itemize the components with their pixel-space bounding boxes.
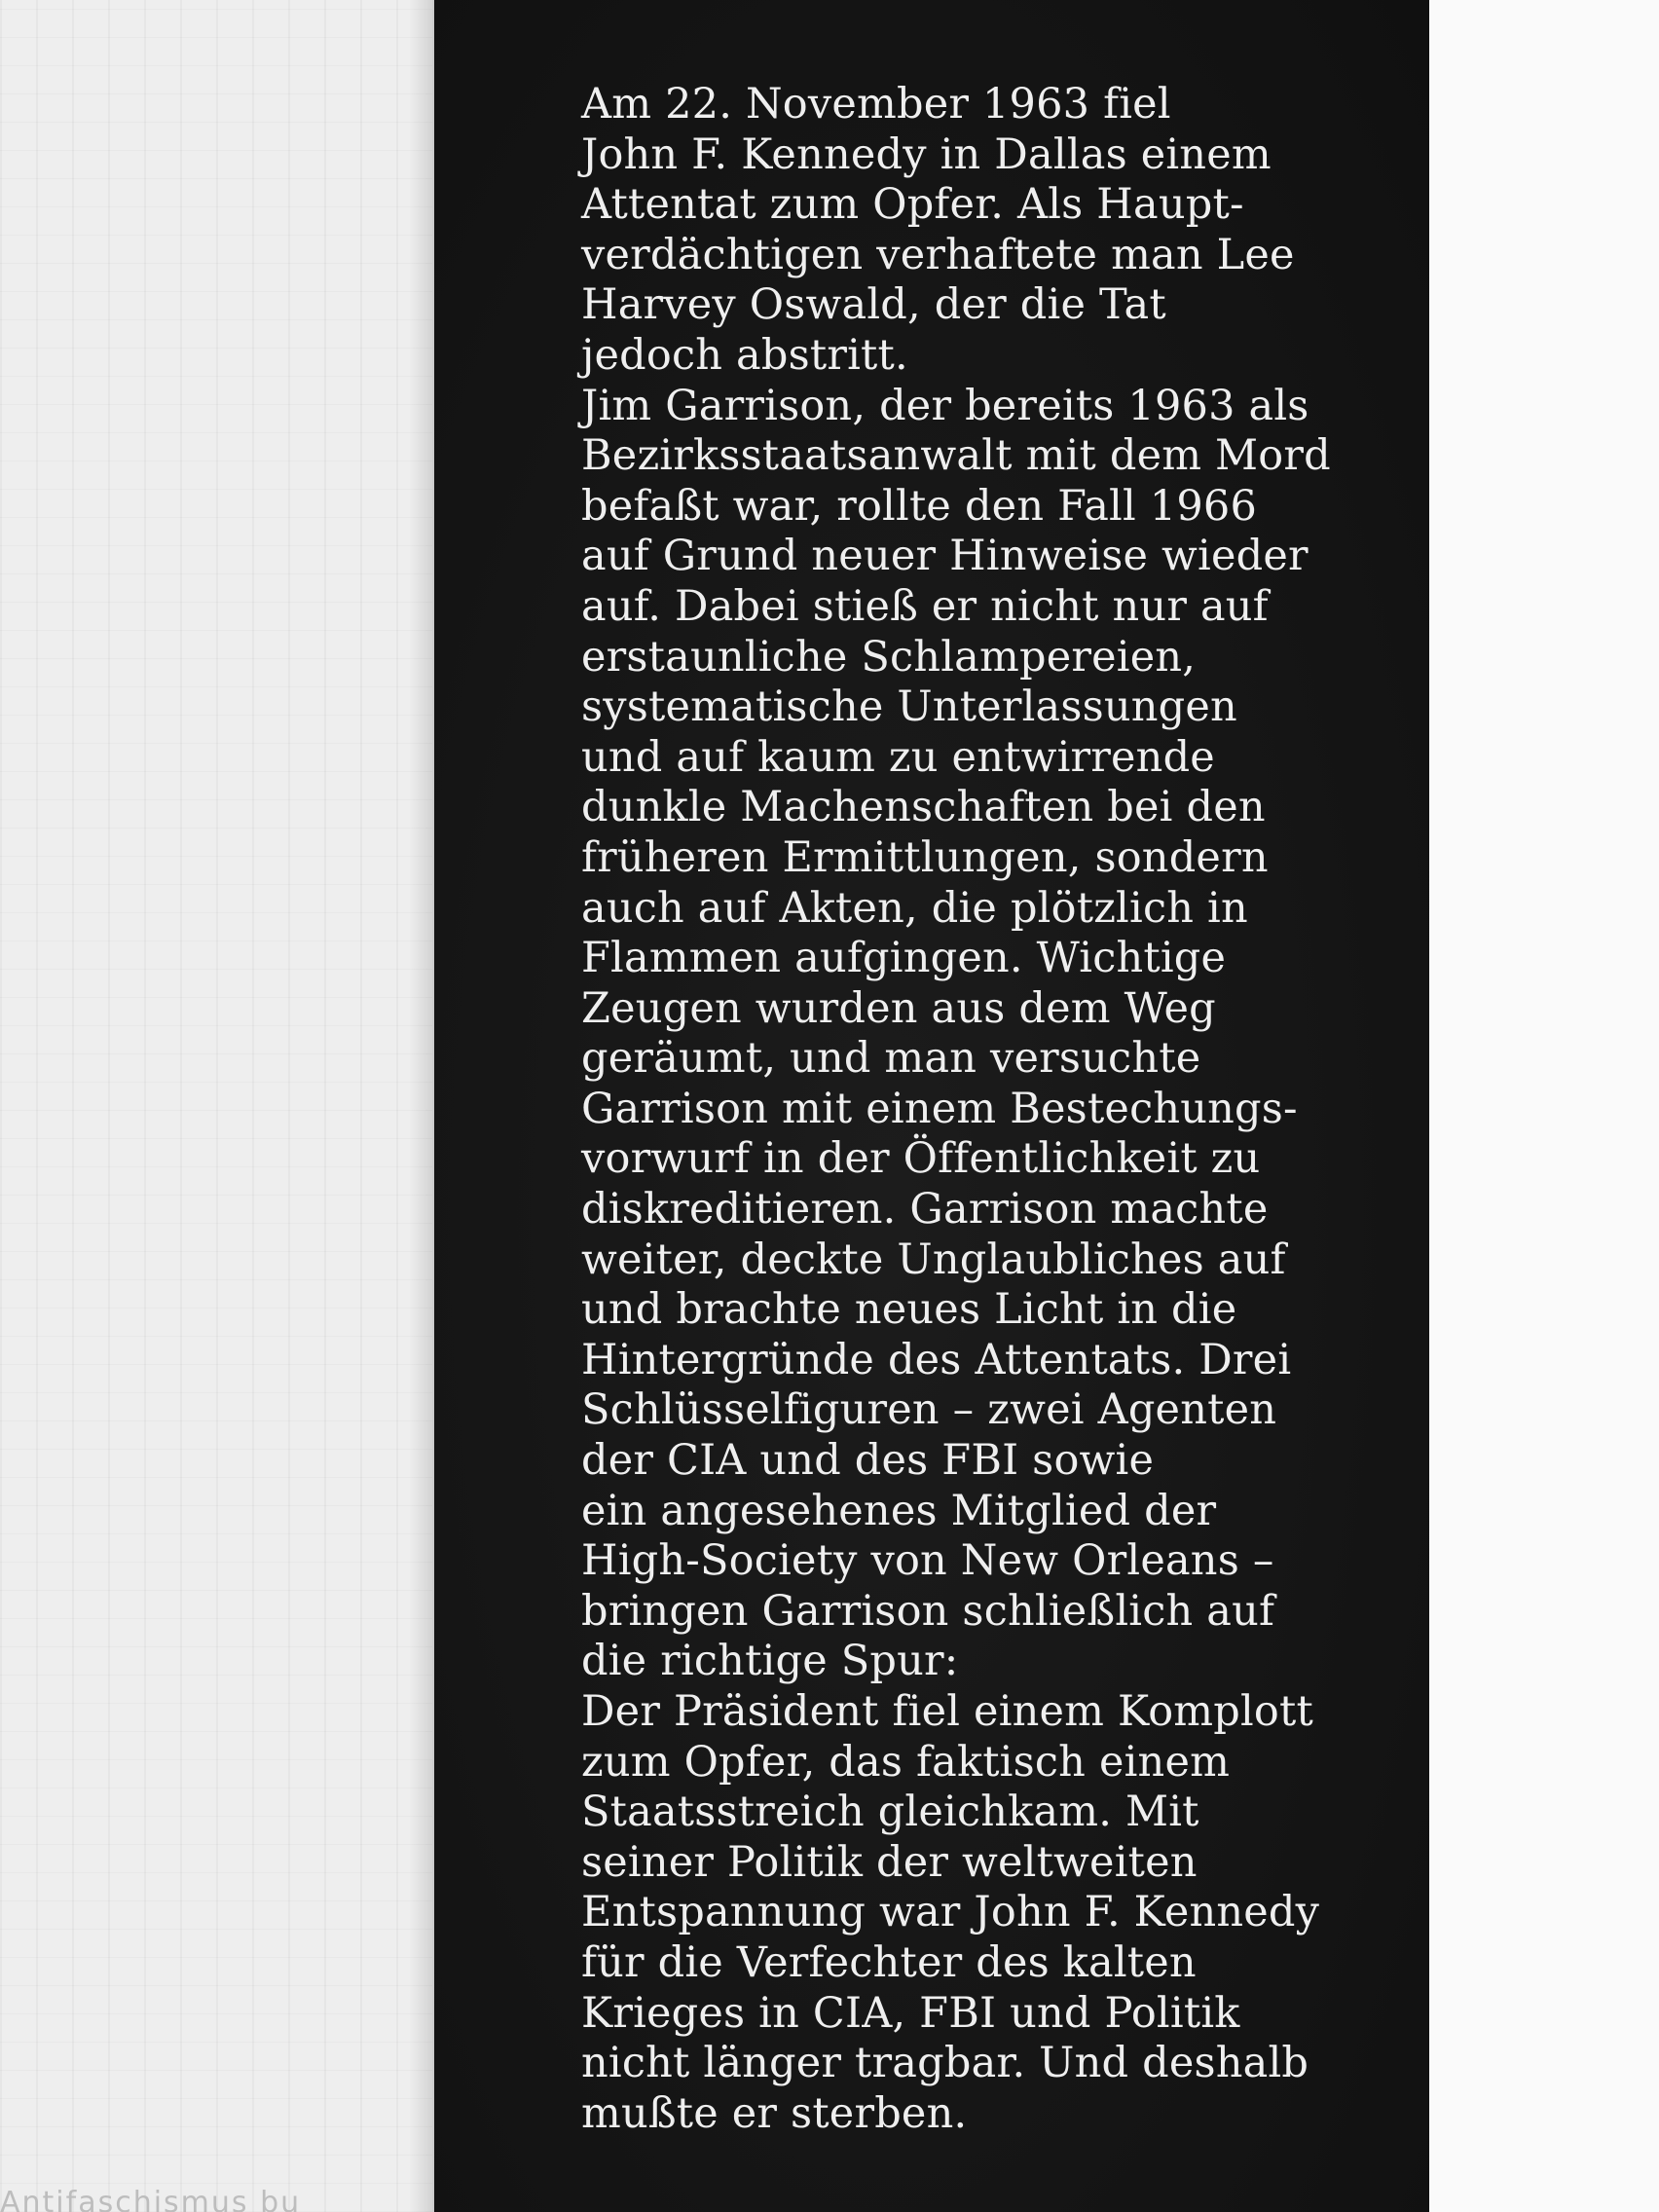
blurb-line: und auf kaum zu entwirrende bbox=[581, 732, 1215, 782]
blurb-line: vorwurf in der Öffentlichkeit zu bbox=[581, 1134, 1261, 1184]
facing-page bbox=[0, 0, 432, 2212]
blurb-line: ein angesehenes Mitglied der bbox=[581, 1486, 1217, 1535]
white-margin-strip bbox=[1429, 0, 1659, 2212]
blurb-line: Bezirksstaatsanwalt mit dem Mord bbox=[581, 431, 1331, 481]
blurb-line: Krieges in CIA, FBI und Politik bbox=[581, 1988, 1240, 2038]
blurb-line: der CIA und des FBI sowie bbox=[581, 1436, 1155, 1486]
blurb-line: Flammen aufgingen. Wichtige bbox=[581, 934, 1227, 983]
blurb-line: jedoch abstritt. bbox=[581, 330, 908, 380]
blurb-line: Entspannung war John F. Kennedy bbox=[581, 1888, 1320, 1937]
blurb-text bbox=[581, 80, 1360, 2139]
blurb-line: dunkle Machenschaften bei den bbox=[581, 783, 1266, 832]
blurb-line: für die Verfechter des kalten bbox=[581, 1937, 1197, 1987]
cut-off-text-fragment: Antifaschismus bu bbox=[0, 2189, 302, 2212]
blurb-line: diskreditieren. Garrison machte bbox=[581, 1185, 1269, 1235]
blurb-line: seiner Politik der weltweiten bbox=[581, 1837, 1198, 1887]
blurb-line: Am 22. November 1963 fiel bbox=[581, 80, 1171, 129]
page-gutter-shadow bbox=[409, 0, 434, 2212]
blurb-line: Der Präsident fiel einem Komplott bbox=[581, 1687, 1313, 1736]
blurb-line: und brachte neues Licht in die bbox=[581, 1285, 1237, 1335]
blurb-line: John F. Kennedy in Dallas einem bbox=[581, 129, 1272, 179]
blurb-line: Hintergründe des Attentats. Drei bbox=[581, 1335, 1292, 1384]
blurb-line: nicht länger tragbar. Und deshalb bbox=[581, 2039, 1309, 2088]
blurb-line: Garrison mit einem Bestechungs- bbox=[581, 1084, 1298, 1133]
blurb-line: zum Opfer, das faktisch einem bbox=[581, 1737, 1231, 1787]
blurb-line: auf Grund neuer Hinweise wieder bbox=[581, 532, 1309, 581]
blurb-line: auch auf Akten, die plötzlich in bbox=[581, 883, 1248, 933]
blurb-line: verdächtigen verhaftete man Lee bbox=[581, 230, 1295, 279]
blurb-line: High-Society von New Orleans – bbox=[581, 1536, 1274, 1586]
blurb-line: früheren Ermittlungen, sondern bbox=[581, 832, 1269, 882]
blurb-line: mußte er sterben. bbox=[581, 2088, 968, 2138]
blurb-line: auf. Dabei stieß er nicht nur auf bbox=[581, 581, 1269, 631]
blurb-line: erstaunliche Schlampereien, bbox=[581, 632, 1197, 682]
blurb-line: weiter, deckte Unglaubliches auf bbox=[581, 1235, 1286, 1284]
blurb-line: systematische Unterlassungen bbox=[581, 682, 1237, 732]
blurb-line: die richtige Spur: bbox=[581, 1637, 959, 1686]
blurb-line: Staatsstreich gleichkam. Mit bbox=[581, 1788, 1199, 1837]
blurb-line: bringen Garrison schließlich auf bbox=[581, 1586, 1275, 1636]
blurb-line: Zeugen wurden aus dem Weg bbox=[581, 983, 1216, 1033]
blurb-line: Attentat zum Opfer. Als Haupt- bbox=[581, 180, 1244, 230]
blurb-line: geräumt, und man versuchte bbox=[581, 1034, 1201, 1084]
blurb-line: Schlüsselfiguren – zwei Agenten bbox=[581, 1385, 1277, 1435]
blurb-line: Jim Garrison, der bereits 1963 als bbox=[581, 381, 1309, 430]
blurb-line: Harvey Oswald, der die Tat bbox=[581, 280, 1166, 330]
blurb-line: befaßt war, rollte den Fall 1966 bbox=[581, 481, 1258, 531]
